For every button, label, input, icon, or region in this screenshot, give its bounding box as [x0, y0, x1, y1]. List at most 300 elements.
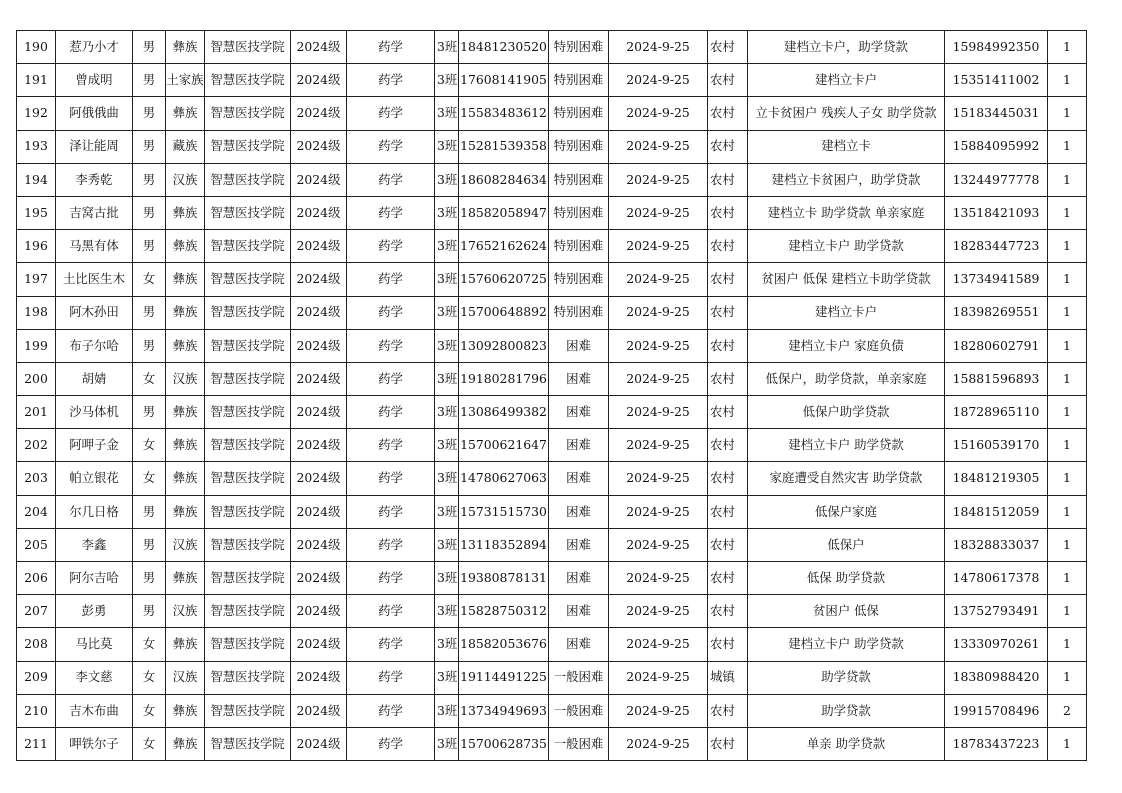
college-cell: 智慧医技学院 — [205, 163, 291, 196]
difficulty-reason-cell: 低保户助学贷款 — [748, 396, 945, 429]
difficulty-reason-cell: 建档立卡 — [748, 130, 945, 163]
residence-type-cell: 农村 — [708, 462, 748, 495]
gender-cell: 男 — [133, 163, 166, 196]
ethnicity-cell: 彝族 — [166, 462, 205, 495]
class-cell: 3班 — [435, 196, 459, 229]
ethnicity-cell: 彝族 — [166, 727, 205, 760]
residence-type-cell: 农村 — [708, 562, 748, 595]
table-row — [17, 661, 1087, 694]
student-name-cell: 呷铁尔子 — [56, 727, 133, 760]
college-cell: 智慧医技学院 — [205, 329, 291, 362]
ethnicity-cell: 汉族 — [166, 661, 205, 694]
table-row — [17, 694, 1087, 727]
difficulty-reason-cell: 助学贷款 — [748, 661, 945, 694]
grade-cell: 2024级 — [291, 263, 347, 296]
major-cell: 药学 — [347, 396, 435, 429]
student-phone-cell: 15700621647 — [459, 429, 549, 462]
difficulty-level-cell: 特别困难 — [549, 263, 609, 296]
difficulty-level-cell: 困难 — [549, 462, 609, 495]
date-cell: 2024-9-25 — [609, 196, 708, 229]
residence-type-cell: 农村 — [708, 263, 748, 296]
college-cell: 智慧医技学院 — [205, 429, 291, 462]
residence-type-cell: 城镇 — [708, 661, 748, 694]
row-number-cell: 206 — [17, 562, 56, 595]
student-phone-cell: 14780627063 — [459, 462, 549, 495]
count-cell: 1 — [1048, 31, 1087, 64]
class-cell: 3班 — [435, 163, 459, 196]
student-phone-cell: 19114491225 — [459, 661, 549, 694]
student-name-cell: 李秀乾 — [56, 163, 133, 196]
student-name-cell: 阿呷子金 — [56, 429, 133, 462]
table-row — [17, 230, 1087, 263]
date-cell: 2024-9-25 — [609, 396, 708, 429]
difficulty-level-cell: 困难 — [549, 396, 609, 429]
ethnicity-cell: 彝族 — [166, 694, 205, 727]
gender-cell: 男 — [133, 329, 166, 362]
row-number-cell: 207 — [17, 595, 56, 628]
grade-cell: 2024级 — [291, 528, 347, 561]
student-name-cell: 马黑有体 — [56, 230, 133, 263]
major-cell: 药学 — [347, 595, 435, 628]
date-cell: 2024-9-25 — [609, 595, 708, 628]
contact-phone-cell: 18283447723 — [945, 230, 1048, 263]
gender-cell: 男 — [133, 31, 166, 64]
grade-cell: 2024级 — [291, 329, 347, 362]
residence-type-cell: 农村 — [708, 329, 748, 362]
college-cell: 智慧医技学院 — [205, 230, 291, 263]
student-phone-cell: 15700648892 — [459, 296, 549, 329]
difficulty-level-cell: 特别困难 — [549, 196, 609, 229]
major-cell: 药学 — [347, 296, 435, 329]
grade-cell: 2024级 — [291, 429, 347, 462]
college-cell: 智慧医技学院 — [205, 727, 291, 760]
table-row — [17, 362, 1087, 395]
contact-phone-cell: 15984992350 — [945, 31, 1048, 64]
date-cell: 2024-9-25 — [609, 163, 708, 196]
count-cell: 1 — [1048, 263, 1087, 296]
college-cell: 智慧医技学院 — [205, 64, 291, 97]
row-number-cell: 198 — [17, 296, 56, 329]
difficulty-level-cell: 一般困难 — [549, 661, 609, 694]
ethnicity-cell: 彝族 — [166, 97, 205, 130]
table-row — [17, 628, 1087, 661]
gender-cell: 男 — [133, 97, 166, 130]
date-cell: 2024-9-25 — [609, 462, 708, 495]
difficulty-reason-cell: 建档立卡 助学贷款 单亲家庭 — [748, 196, 945, 229]
count-cell: 1 — [1048, 661, 1087, 694]
ethnicity-cell: 彝族 — [166, 495, 205, 528]
gender-cell: 女 — [133, 429, 166, 462]
difficulty-reason-cell: 单亲 助学贷款 — [748, 727, 945, 760]
date-cell: 2024-9-25 — [609, 230, 708, 263]
table-row — [17, 528, 1087, 561]
student-phone-cell: 15700628735 — [459, 727, 549, 760]
major-cell: 药学 — [347, 230, 435, 263]
table-body — [17, 31, 1087, 761]
row-number-cell: 211 — [17, 727, 56, 760]
gender-cell: 男 — [133, 196, 166, 229]
count-cell: 1 — [1048, 64, 1087, 97]
major-cell: 药学 — [347, 163, 435, 196]
ethnicity-cell: 彝族 — [166, 628, 205, 661]
residence-type-cell: 农村 — [708, 130, 748, 163]
student-phone-cell: 17608141905 — [459, 64, 549, 97]
table-row — [17, 64, 1087, 97]
gender-cell: 女 — [133, 694, 166, 727]
contact-phone-cell: 18728965110 — [945, 396, 1048, 429]
class-cell: 3班 — [435, 429, 459, 462]
row-number-cell: 193 — [17, 130, 56, 163]
count-cell: 1 — [1048, 462, 1087, 495]
row-number-cell: 209 — [17, 661, 56, 694]
difficulty-level-cell: 困难 — [549, 495, 609, 528]
difficulty-reason-cell: 贫困户 低保 — [748, 595, 945, 628]
residence-type-cell: 农村 — [708, 495, 748, 528]
count-cell: 1 — [1048, 130, 1087, 163]
major-cell: 药学 — [347, 628, 435, 661]
student-phone-cell: 15760620725 — [459, 263, 549, 296]
student-name-cell: 泽让能周 — [56, 130, 133, 163]
class-cell: 3班 — [435, 396, 459, 429]
difficulty-level-cell: 特别困难 — [549, 64, 609, 97]
difficulty-level-cell: 困难 — [549, 329, 609, 362]
grade-cell: 2024级 — [291, 31, 347, 64]
gender-cell: 女 — [133, 263, 166, 296]
date-cell: 2024-9-25 — [609, 296, 708, 329]
college-cell: 智慧医技学院 — [205, 130, 291, 163]
contact-phone-cell: 13244977778 — [945, 163, 1048, 196]
class-cell: 3班 — [435, 694, 459, 727]
row-number-cell: 196 — [17, 230, 56, 263]
grade-cell: 2024级 — [291, 562, 347, 595]
class-cell: 3班 — [435, 263, 459, 296]
class-cell: 3班 — [435, 31, 459, 64]
difficulty-level-cell: 困难 — [549, 362, 609, 395]
row-number-cell: 204 — [17, 495, 56, 528]
contact-phone-cell: 15183445031 — [945, 97, 1048, 130]
date-cell: 2024-9-25 — [609, 562, 708, 595]
student-name-cell: 李鑫 — [56, 528, 133, 561]
major-cell: 药学 — [347, 263, 435, 296]
contact-phone-cell: 14780617378 — [945, 562, 1048, 595]
date-cell: 2024-9-25 — [609, 694, 708, 727]
residence-type-cell: 农村 — [708, 64, 748, 97]
gender-cell: 男 — [133, 230, 166, 263]
residence-type-cell: 农村 — [708, 528, 748, 561]
table-row — [17, 263, 1087, 296]
grade-cell: 2024级 — [291, 595, 347, 628]
table-row — [17, 396, 1087, 429]
date-cell: 2024-9-25 — [609, 528, 708, 561]
class-cell: 3班 — [435, 296, 459, 329]
grade-cell: 2024级 — [291, 628, 347, 661]
residence-type-cell: 农村 — [708, 97, 748, 130]
residence-type-cell: 农村 — [708, 628, 748, 661]
gender-cell: 男 — [133, 296, 166, 329]
table-row — [17, 296, 1087, 329]
gender-cell: 男 — [133, 595, 166, 628]
row-number-cell: 201 — [17, 396, 56, 429]
contact-phone-cell: 18783437223 — [945, 727, 1048, 760]
student-phone-cell: 13092800823 — [459, 329, 549, 362]
row-number-cell: 191 — [17, 64, 56, 97]
major-cell: 药学 — [347, 495, 435, 528]
difficulty-level-cell: 一般困难 — [549, 694, 609, 727]
college-cell: 智慧医技学院 — [205, 396, 291, 429]
college-cell: 智慧医技学院 — [205, 263, 291, 296]
residence-type-cell: 农村 — [708, 196, 748, 229]
residence-type-cell: 农村 — [708, 429, 748, 462]
contact-phone-cell: 15884095992 — [945, 130, 1048, 163]
date-cell: 2024-9-25 — [609, 31, 708, 64]
contact-phone-cell: 15881596893 — [945, 362, 1048, 395]
student-name-cell: 阿俄俄曲 — [56, 97, 133, 130]
difficulty-level-cell: 一般困难 — [549, 727, 609, 760]
ethnicity-cell: 彝族 — [166, 296, 205, 329]
student-phone-cell: 15731515730 — [459, 495, 549, 528]
row-number-cell: 195 — [17, 196, 56, 229]
class-cell: 3班 — [435, 562, 459, 595]
grade-cell: 2024级 — [291, 462, 347, 495]
class-cell: 3班 — [435, 97, 459, 130]
date-cell: 2024-9-25 — [609, 727, 708, 760]
class-cell: 3班 — [435, 462, 459, 495]
ethnicity-cell: 藏族 — [166, 130, 205, 163]
table-row — [17, 97, 1087, 130]
class-cell: 3班 — [435, 727, 459, 760]
student-name-cell: 布子尔哈 — [56, 329, 133, 362]
residence-type-cell: 农村 — [708, 31, 748, 64]
difficulty-reason-cell: 立卡贫困户 残疾人子女 助学贷款 — [748, 97, 945, 130]
major-cell: 药学 — [347, 661, 435, 694]
table-row — [17, 196, 1087, 229]
college-cell: 智慧医技学院 — [205, 296, 291, 329]
student-name-cell: 马比莫 — [56, 628, 133, 661]
grade-cell: 2024级 — [291, 296, 347, 329]
table-row — [17, 130, 1087, 163]
class-cell: 3班 — [435, 329, 459, 362]
major-cell: 药学 — [347, 329, 435, 362]
student-phone-cell: 19380878131 — [459, 562, 549, 595]
student-phone-cell: 18582053676 — [459, 628, 549, 661]
ethnicity-cell: 彝族 — [166, 562, 205, 595]
difficulty-reason-cell: 贫困户 低保 建档立卡助学贷款 — [748, 263, 945, 296]
contact-phone-cell: 18380988420 — [945, 661, 1048, 694]
gender-cell: 女 — [133, 628, 166, 661]
count-cell: 1 — [1048, 628, 1087, 661]
major-cell: 药学 — [347, 362, 435, 395]
major-cell: 药学 — [347, 130, 435, 163]
college-cell: 智慧医技学院 — [205, 628, 291, 661]
count-cell: 1 — [1048, 163, 1087, 196]
difficulty-reason-cell: 低保户家庭 — [748, 495, 945, 528]
table-row — [17, 163, 1087, 196]
difficulty-reason-cell: 助学贷款 — [748, 694, 945, 727]
difficulty-level-cell: 困难 — [549, 429, 609, 462]
college-cell: 智慧医技学院 — [205, 196, 291, 229]
contact-phone-cell: 18481219305 — [945, 462, 1048, 495]
count-cell: 1 — [1048, 396, 1087, 429]
difficulty-level-cell: 特别困难 — [549, 31, 609, 64]
major-cell: 药学 — [347, 64, 435, 97]
class-cell: 3班 — [435, 528, 459, 561]
contact-phone-cell: 18398269551 — [945, 296, 1048, 329]
class-cell: 3班 — [435, 230, 459, 263]
row-number-cell: 202 — [17, 429, 56, 462]
grade-cell: 2024级 — [291, 230, 347, 263]
residence-type-cell: 农村 — [708, 694, 748, 727]
difficulty-reason-cell: 建档立卡户 助学贷款 — [748, 628, 945, 661]
college-cell: 智慧医技学院 — [205, 31, 291, 64]
date-cell: 2024-9-25 — [609, 64, 708, 97]
contact-phone-cell: 15351411002 — [945, 64, 1048, 97]
count-cell: 1 — [1048, 595, 1087, 628]
row-number-cell: 197 — [17, 263, 56, 296]
difficulty-level-cell: 特别困难 — [549, 130, 609, 163]
contact-phone-cell: 18481512059 — [945, 495, 1048, 528]
major-cell: 药学 — [347, 196, 435, 229]
class-cell: 3班 — [435, 64, 459, 97]
difficulty-reason-cell: 建档立卡户，助学贷款 — [748, 31, 945, 64]
difficulty-level-cell: 特别困难 — [549, 97, 609, 130]
residence-type-cell: 农村 — [708, 595, 748, 628]
ethnicity-cell: 土家族 — [166, 64, 205, 97]
residence-type-cell: 农村 — [708, 296, 748, 329]
ethnicity-cell: 彝族 — [166, 396, 205, 429]
student-name-cell: 尔几日格 — [56, 495, 133, 528]
student-name-cell: 惹乃小才 — [56, 31, 133, 64]
difficulty-level-cell: 困难 — [549, 628, 609, 661]
college-cell: 智慧医技学院 — [205, 595, 291, 628]
table-row — [17, 495, 1087, 528]
table-row — [17, 595, 1087, 628]
student-phone-cell: 18582058947 — [459, 196, 549, 229]
class-cell: 3班 — [435, 628, 459, 661]
ethnicity-cell: 彝族 — [166, 263, 205, 296]
contact-phone-cell: 13330970261 — [945, 628, 1048, 661]
difficulty-level-cell: 困难 — [549, 595, 609, 628]
difficulty-level-cell: 困难 — [549, 562, 609, 595]
row-number-cell: 192 — [17, 97, 56, 130]
student-name-cell: 胡婧 — [56, 362, 133, 395]
count-cell: 1 — [1048, 495, 1087, 528]
table-row — [17, 562, 1087, 595]
grade-cell: 2024级 — [291, 694, 347, 727]
difficulty-reason-cell: 低保 助学贷款 — [748, 562, 945, 595]
count-cell: 1 — [1048, 528, 1087, 561]
contact-phone-cell: 13734941589 — [945, 263, 1048, 296]
college-cell: 智慧医技学院 — [205, 97, 291, 130]
residence-type-cell: 农村 — [708, 727, 748, 760]
table-row — [17, 329, 1087, 362]
ethnicity-cell: 彝族 — [166, 31, 205, 64]
count-cell: 1 — [1048, 296, 1087, 329]
student-phone-cell: 13118352894 — [459, 528, 549, 561]
student-name-cell: 帕立银花 — [56, 462, 133, 495]
student-data-table — [16, 30, 1087, 761]
count-cell: 1 — [1048, 727, 1087, 760]
student-phone-cell: 19180281796 — [459, 362, 549, 395]
residence-type-cell: 农村 — [708, 396, 748, 429]
difficulty-reason-cell: 低保户 — [748, 528, 945, 561]
row-number-cell: 205 — [17, 528, 56, 561]
college-cell: 智慧医技学院 — [205, 661, 291, 694]
college-cell: 智慧医技学院 — [205, 362, 291, 395]
gender-cell: 女 — [133, 727, 166, 760]
row-number-cell: 203 — [17, 462, 56, 495]
grade-cell: 2024级 — [291, 495, 347, 528]
gender-cell: 男 — [133, 130, 166, 163]
student-name-cell: 沙马体机 — [56, 396, 133, 429]
count-cell: 1 — [1048, 362, 1087, 395]
contact-phone-cell: 13518421093 — [945, 196, 1048, 229]
difficulty-reason-cell: 家庭遭受自然灾害 助学贷款 — [748, 462, 945, 495]
date-cell: 2024-9-25 — [609, 130, 708, 163]
row-number-cell: 190 — [17, 31, 56, 64]
difficulty-reason-cell: 建档立卡户 家庭负债 — [748, 329, 945, 362]
difficulty-reason-cell: 建档立卡户 助学贷款 — [748, 230, 945, 263]
grade-cell: 2024级 — [291, 130, 347, 163]
ethnicity-cell: 彝族 — [166, 329, 205, 362]
difficulty-reason-cell: 建档立卡户 — [748, 296, 945, 329]
student-phone-cell: 15828750312 — [459, 595, 549, 628]
gender-cell: 女 — [133, 362, 166, 395]
student-phone-cell: 18481230520 — [459, 31, 549, 64]
contact-phone-cell: 15160539170 — [945, 429, 1048, 462]
row-number-cell: 200 — [17, 362, 56, 395]
college-cell: 智慧医技学院 — [205, 495, 291, 528]
difficulty-reason-cell: 低保户，助学贷款，单亲家庭 — [748, 362, 945, 395]
table-row — [17, 727, 1087, 760]
student-name-cell: 彭勇 — [56, 595, 133, 628]
student-name-cell: 吉窝古批 — [56, 196, 133, 229]
contact-phone-cell: 19915708496 — [945, 694, 1048, 727]
student-phone-cell: 18608284634 — [459, 163, 549, 196]
gender-cell: 男 — [133, 562, 166, 595]
grade-cell: 2024级 — [291, 362, 347, 395]
student-phone-cell: 17652162624 — [459, 230, 549, 263]
difficulty-reason-cell: 建档立卡户 — [748, 64, 945, 97]
grade-cell: 2024级 — [291, 163, 347, 196]
gender-cell: 男 — [133, 64, 166, 97]
date-cell: 2024-9-25 — [609, 429, 708, 462]
row-number-cell: 210 — [17, 694, 56, 727]
table-row — [17, 462, 1087, 495]
grade-cell: 2024级 — [291, 661, 347, 694]
residence-type-cell: 农村 — [708, 163, 748, 196]
table-row — [17, 31, 1087, 64]
student-name-cell: 阿木孙田 — [56, 296, 133, 329]
date-cell: 2024-9-25 — [609, 97, 708, 130]
count-cell: 1 — [1048, 429, 1087, 462]
contact-phone-cell: 13752793491 — [945, 595, 1048, 628]
student-name-cell: 李文慈 — [56, 661, 133, 694]
difficulty-level-cell: 特别困难 — [549, 163, 609, 196]
major-cell: 药学 — [347, 429, 435, 462]
student-phone-cell: 13734949693 — [459, 694, 549, 727]
class-cell: 3班 — [435, 595, 459, 628]
student-phone-cell: 15583483612 — [459, 97, 549, 130]
count-cell: 1 — [1048, 329, 1087, 362]
major-cell: 药学 — [347, 528, 435, 561]
student-phone-cell: 15281539358 — [459, 130, 549, 163]
date-cell: 2024-9-25 — [609, 628, 708, 661]
grade-cell: 2024级 — [291, 727, 347, 760]
gender-cell: 男 — [133, 495, 166, 528]
gender-cell: 女 — [133, 661, 166, 694]
grade-cell: 2024级 — [291, 396, 347, 429]
gender-cell: 女 — [133, 462, 166, 495]
